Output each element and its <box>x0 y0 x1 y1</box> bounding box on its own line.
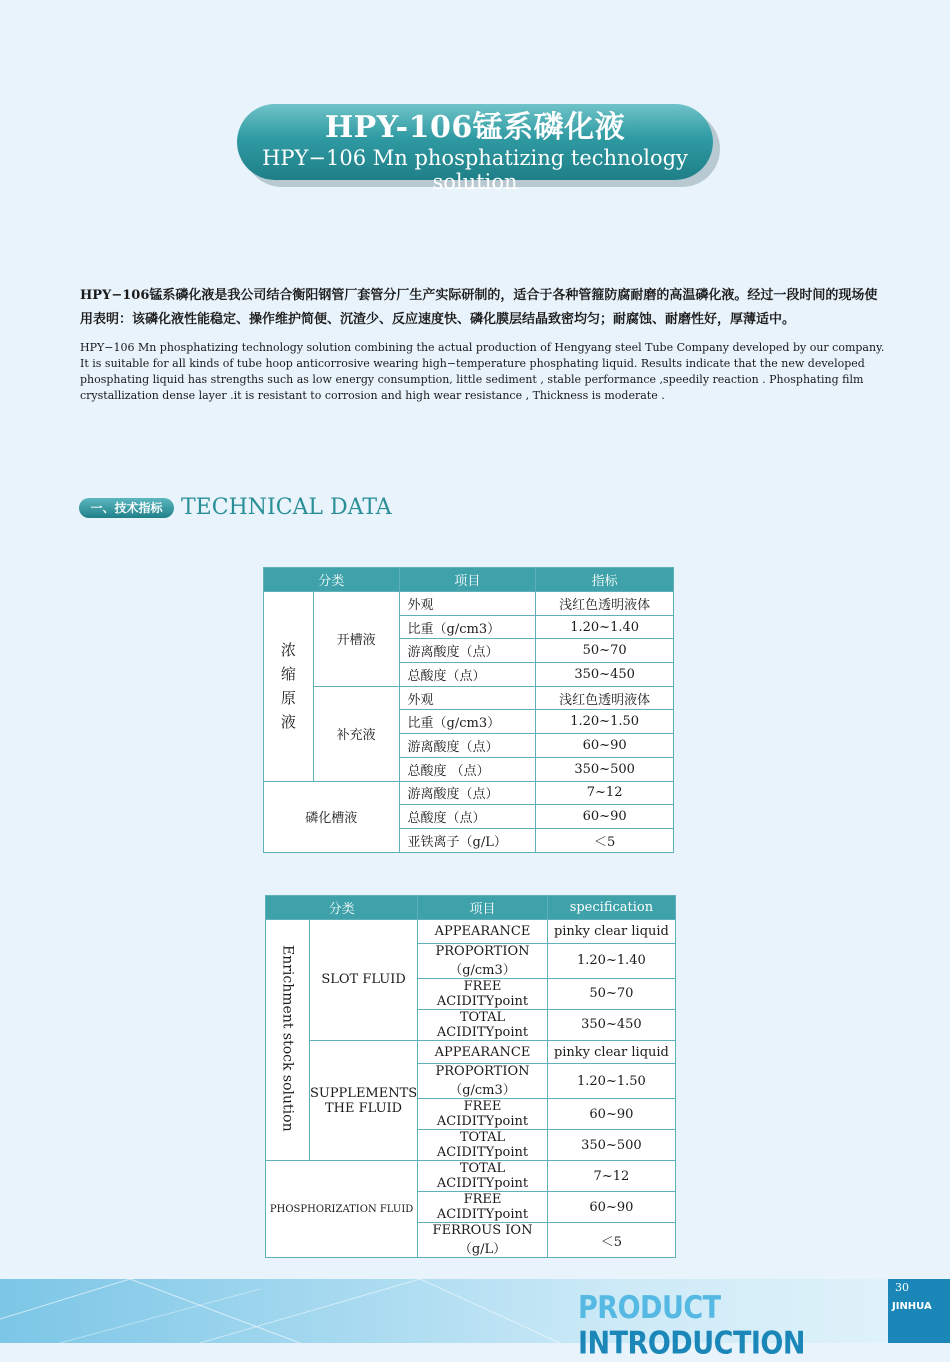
footer-band <box>0 1279 950 1362</box>
table-cell-item: 比重（g/cm3） <box>399 615 536 639</box>
table-cell-item: 游离酸度（点） <box>399 781 536 805</box>
table-cell-item: 总酸度（点） <box>399 805 536 829</box>
header-category: 分类 <box>266 896 418 920</box>
table-cell-item: PROPORTION（g/cm3） <box>418 943 548 978</box>
subgroup-slot-fluid-label: SLOT FLUID <box>309 920 417 1041</box>
table-cell-value: 50~70 <box>547 978 675 1009</box>
group-enrichment-label: Enrichment stock solution <box>266 920 310 1161</box>
header-item: 项目 <box>418 896 548 920</box>
table-cell-value: 60~90 <box>547 1099 675 1130</box>
table-cell-item: APPEARANCE <box>418 920 548 944</box>
group-concentrate-label: 浓 缩 原 液 <box>264 592 314 782</box>
title-en: HPY−106 Mn phosphatizing technology solution <box>262 146 688 194</box>
subgroup-supplement-label: 补充液 <box>313 686 399 781</box>
table-cell-value: 1.20~1.50 <box>547 1064 675 1099</box>
section-title: TECHNICAL DATA <box>181 495 392 520</box>
subgroup-slot-label: 开槽液 <box>313 592 399 687</box>
table-cell-value: 60~90 <box>536 805 674 829</box>
table-cell-value: ＜5 <box>536 828 674 852</box>
table-cell-value: 浅红色透明液体 <box>536 686 674 710</box>
table-cell-item: 游离酸度（点） <box>399 639 536 663</box>
table-cell-value: 50~70 <box>536 639 674 663</box>
title-cn: HPY-106锰系磷化液 <box>324 110 626 145</box>
table-cell-item: TOTAL ACIDITYpoint <box>418 1009 548 1040</box>
page-number: 30 <box>895 1281 909 1294</box>
table-cell-item: 总酸度 （点） <box>399 757 536 781</box>
table-cell-item: FREE ACIDITYpoint <box>418 978 548 1009</box>
table-cell-item: 比重（g/cm3） <box>399 710 536 734</box>
table-cell-value: 7~12 <box>536 781 674 805</box>
table-cell-value: 350~450 <box>547 1009 675 1040</box>
table-cell-value: 60~90 <box>536 734 674 758</box>
group-phosphorization-label: PHOSPHORIZATION FLUID <box>266 1161 418 1258</box>
table-cell-item: 外观 <box>399 592 536 616</box>
table-cell-item: TOTAL ACIDITYpoint <box>418 1161 548 1192</box>
brand-logo: JINHUA <box>892 1301 932 1312</box>
table-cell-item: 总酸度（点） <box>399 663 536 687</box>
group-bath-label: 磷化槽液 <box>264 781 400 852</box>
intro-en: HPY−106 Mn phosphatizing technology solution combining the actual production of Hengyang steel Tube Company developed by our company. It is suitable for all kinds of tube hoop anticorrosive wearing high−temperature phosphating liquid. Results indicate that the new developed phosphating liquid has strengths such as low energy consumption, little sediment , stable performance ,speedily reaction . Phosphating film crystallization dense layer .it is resistant to corrosion and high wear resistance , Thickness is moderate . <box>80 341 885 402</box>
table-cell-item: 游离酸度（点） <box>399 734 536 758</box>
table-cell-value: 1.20~1.40 <box>536 615 674 639</box>
table-cell-item: 外观 <box>399 686 536 710</box>
table-cell-value: pinky clear liquid <box>547 1040 675 1064</box>
header-item: 项目 <box>399 568 536 592</box>
table-cell-item: APPEARANCE <box>418 1040 548 1064</box>
table-cell-value: 浅红色透明液体 <box>536 592 674 616</box>
table-cell-value: 350~500 <box>547 1130 675 1161</box>
footer-product-introduction: PRODUCT INTRODUCTION <box>578 1290 805 1362</box>
header-specification: specification <box>547 896 675 920</box>
table-cell-value: 1.20~1.50 <box>536 710 674 734</box>
table-cell-item: TOTAL ACIDITYpoint <box>418 1130 548 1161</box>
table-cell-item: FREE ACIDITYpoint <box>418 1099 548 1130</box>
table-cell-value: 350~500 <box>536 757 674 781</box>
table-cell-value: 7~12 <box>547 1161 675 1192</box>
table-cell-value: pinky clear liquid <box>547 920 675 944</box>
section-pill: 一、技术指标 <box>79 498 174 518</box>
table-cell-value: ＜5 <box>547 1223 675 1258</box>
title-banner <box>237 104 713 194</box>
header-category: 分类 <box>264 568 400 592</box>
table-cell-item: 亚铁离子（g/L） <box>399 828 536 852</box>
table-cell-item: FREE ACIDITYpoint <box>418 1192 548 1223</box>
table-cell-item: FERROUS ION（g/L） <box>418 1223 548 1258</box>
spec-table-en <box>265 895 676 1258</box>
table-cell-value: 1.20~1.40 <box>547 943 675 978</box>
table-cell-value: 350~450 <box>536 663 674 687</box>
table-cell-value: 60~90 <box>547 1192 675 1223</box>
subgroup-supplements-label: SUPPLEMENTS THE FLUID <box>309 1040 417 1161</box>
table-cell-item: PROPORTION（g/cm3） <box>418 1064 548 1099</box>
header-index: 指标 <box>536 568 674 592</box>
spec-table-cn <box>263 567 674 853</box>
intro-cn: HPY−106锰系磷化液是我公司结合衡阳钢管厂套管分厂生产实际研制的，适合于各种管箍防腐耐磨的高温磷化液。经过一段时间的现场使用表明：该磷化液性能稳定、操作维护简便、沉渣少、反应速度快、磷化膜层结晶致密均匀；耐腐蚀、耐磨性好，厚薄适中。 <box>80 288 878 327</box>
